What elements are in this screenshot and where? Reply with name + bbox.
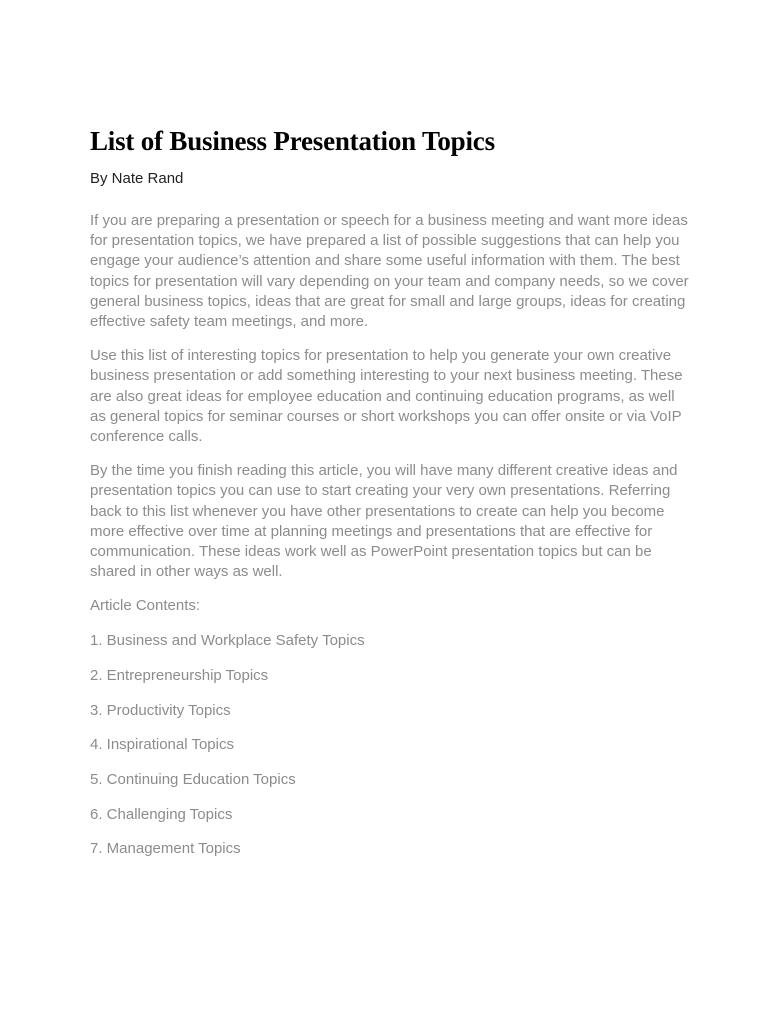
article-title: List of Business Presentation Topics <box>90 126 495 156</box>
contents-heading: Article Contents: <box>90 597 201 615</box>
contents-item[interactable]: 3. Productivity Topics <box>90 701 231 719</box>
article-paragraph: If you are preparing a presentation or speech for a business meeting and want more ideas for presentation topics, we have prepared a list of possible suggestions that can help you engage your audience’s attention and share some useful information with them. The best topics for presentation will vary depending on your team and company needs, so we cover general business topics, ideas that are great for small and large groups, ideas for creating effective safety team meetings, and more. <box>90 212 689 331</box>
article <box>90 124 690 860</box>
contents-item[interactable]: 6. Challenging Topics <box>90 805 233 823</box>
article-paragraph: By the time you finish reading this article, you will have many different creative ideas and presentation topics you can use to start creating your very own presentations. Referring back to this list whenever you have other presentations to create can help you become more effective over time at planning meetings and presentations that are effective for communication. These ideas work well as PowerPoint presentation topics but can be shared in other ways as well. <box>90 462 678 581</box>
article-paragraph: Use this list of interesting topics for presentation to help you generate your own creative business presentation or add something interesting to your next business meeting. These are also great ideas for employee education and continuing education programs, as well as general topics for seminar courses or short workshops you can offer onsite or via VoIP conference calls. <box>90 347 683 446</box>
contents-item[interactable]: 4. Inspirational Topics <box>90 736 234 754</box>
article-byline: By Nate Rand <box>90 170 184 187</box>
contents-item[interactable]: 7. Management Topics <box>90 840 241 858</box>
contents-item[interactable]: 5. Continuing Education Topics <box>90 770 296 788</box>
table-of-contents <box>90 631 690 859</box>
contents-item[interactable]: 2. Entrepreneurship Topics <box>90 666 269 684</box>
contents-item[interactable]: 1. Business and Workplace Safety Topics <box>90 632 365 650</box>
